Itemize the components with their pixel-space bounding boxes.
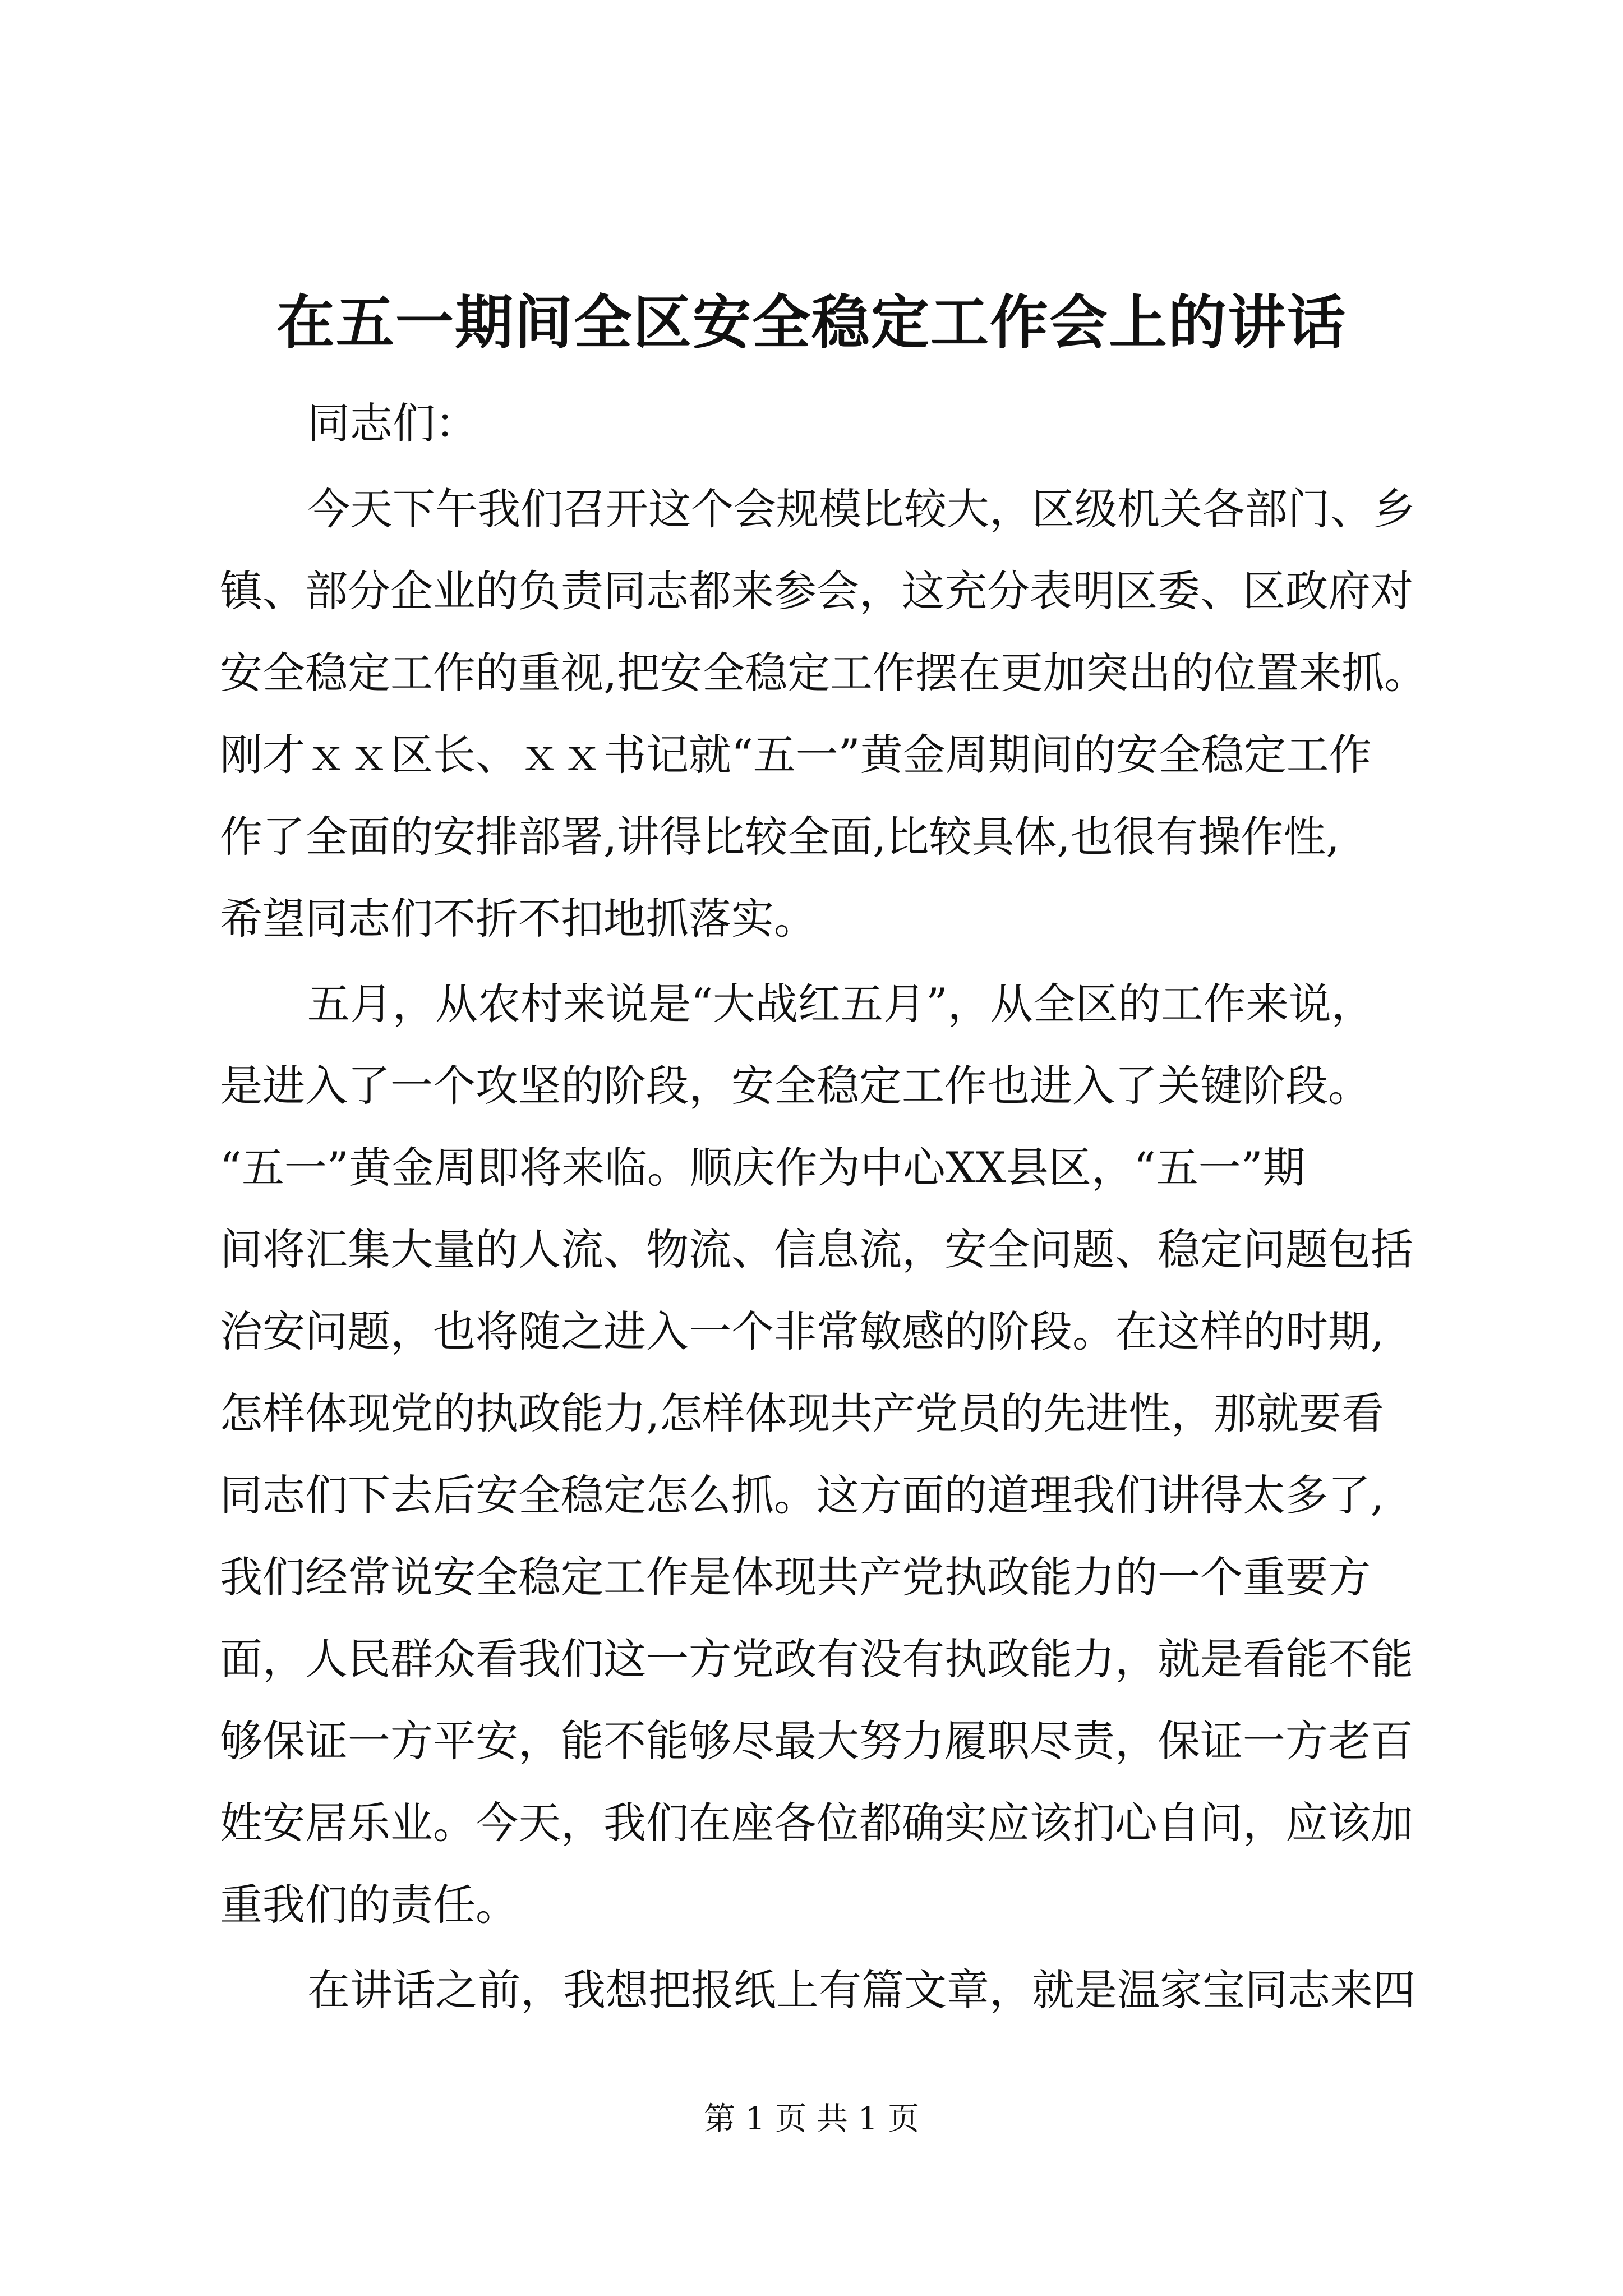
text-line: 够保证一方平安，能不能够尽最大努力履职尽责，保证一方老百 [220, 1716, 1413, 1766]
text-line: 同志们下去后安全稳定怎么抓。这方面的道理我们讲得太多了, [220, 1470, 1385, 1520]
text-line: 我们经常说安全稳定工作是体现共产党执政能力的一个重要方 [220, 1552, 1371, 1602]
salutation: 同志们： [307, 398, 478, 448]
text-line: 间将汇集大量的人流、物流、信息流，安全问题、稳定问题包括 [220, 1225, 1413, 1274]
text-line: 今天下午我们召开这个会规模比较大，区级机关各部门、乡 [307, 484, 1415, 534]
text-line: 姓安居乐业。今天，我们在座各位都确实应该扪心自问，应该加 [220, 1798, 1413, 1848]
text-line: 是进入了一个攻坚的阶段，安全稳定工作也进入了关键阶段。 [220, 1061, 1371, 1111]
text-line: 怎样体现党的执政能力,怎样体现共产党员的先进性，那就要看 [220, 1388, 1385, 1438]
text-line: 安全稳定工作的重视,把安全稳定工作摆在更加突出的位置来抓。 [220, 648, 1427, 698]
text-line: 五月，从农村来说是“大战红五月”，从全区的工作来说， [307, 979, 1374, 1029]
text-line: 面，人民群众看我们这一方党政有没有执政能力，就是看能不能 [220, 1634, 1413, 1684]
document-title: 在五一期间全区安全稳定工作会上的讲话 [276, 288, 1347, 357]
text-line: 重我们的责任。 [220, 1880, 518, 1930]
text-line: 治安问题，也将随之进入一个非常敏感的阶段。在这样的时期, [220, 1306, 1385, 1356]
text-line: 希望同志们不折不扣地抓落实。 [220, 894, 817, 944]
page-footer: 第 1 页 共 1 页 [703, 2101, 920, 2137]
text-line: 刚才ｘｘ区长、ｘｘ书记就“五一”黄金周期间的安全稳定工作 [220, 730, 1372, 780]
text-line: 在讲话之前，我想把报纸上有篇文章，就是温家宝同志来四 [307, 1965, 1415, 2015]
text-line: 作了全面的安排部署,讲得比较全面,比较具体,也很有操作性, [220, 812, 1340, 862]
text-line: 镇、部分企业的负责同志都来参会，这充分表明区委、区政府对 [220, 566, 1413, 616]
text-line: “五一”黄金周即将来临。顺庆作为中心XX县区，“五一”期 [220, 1143, 1306, 1193]
